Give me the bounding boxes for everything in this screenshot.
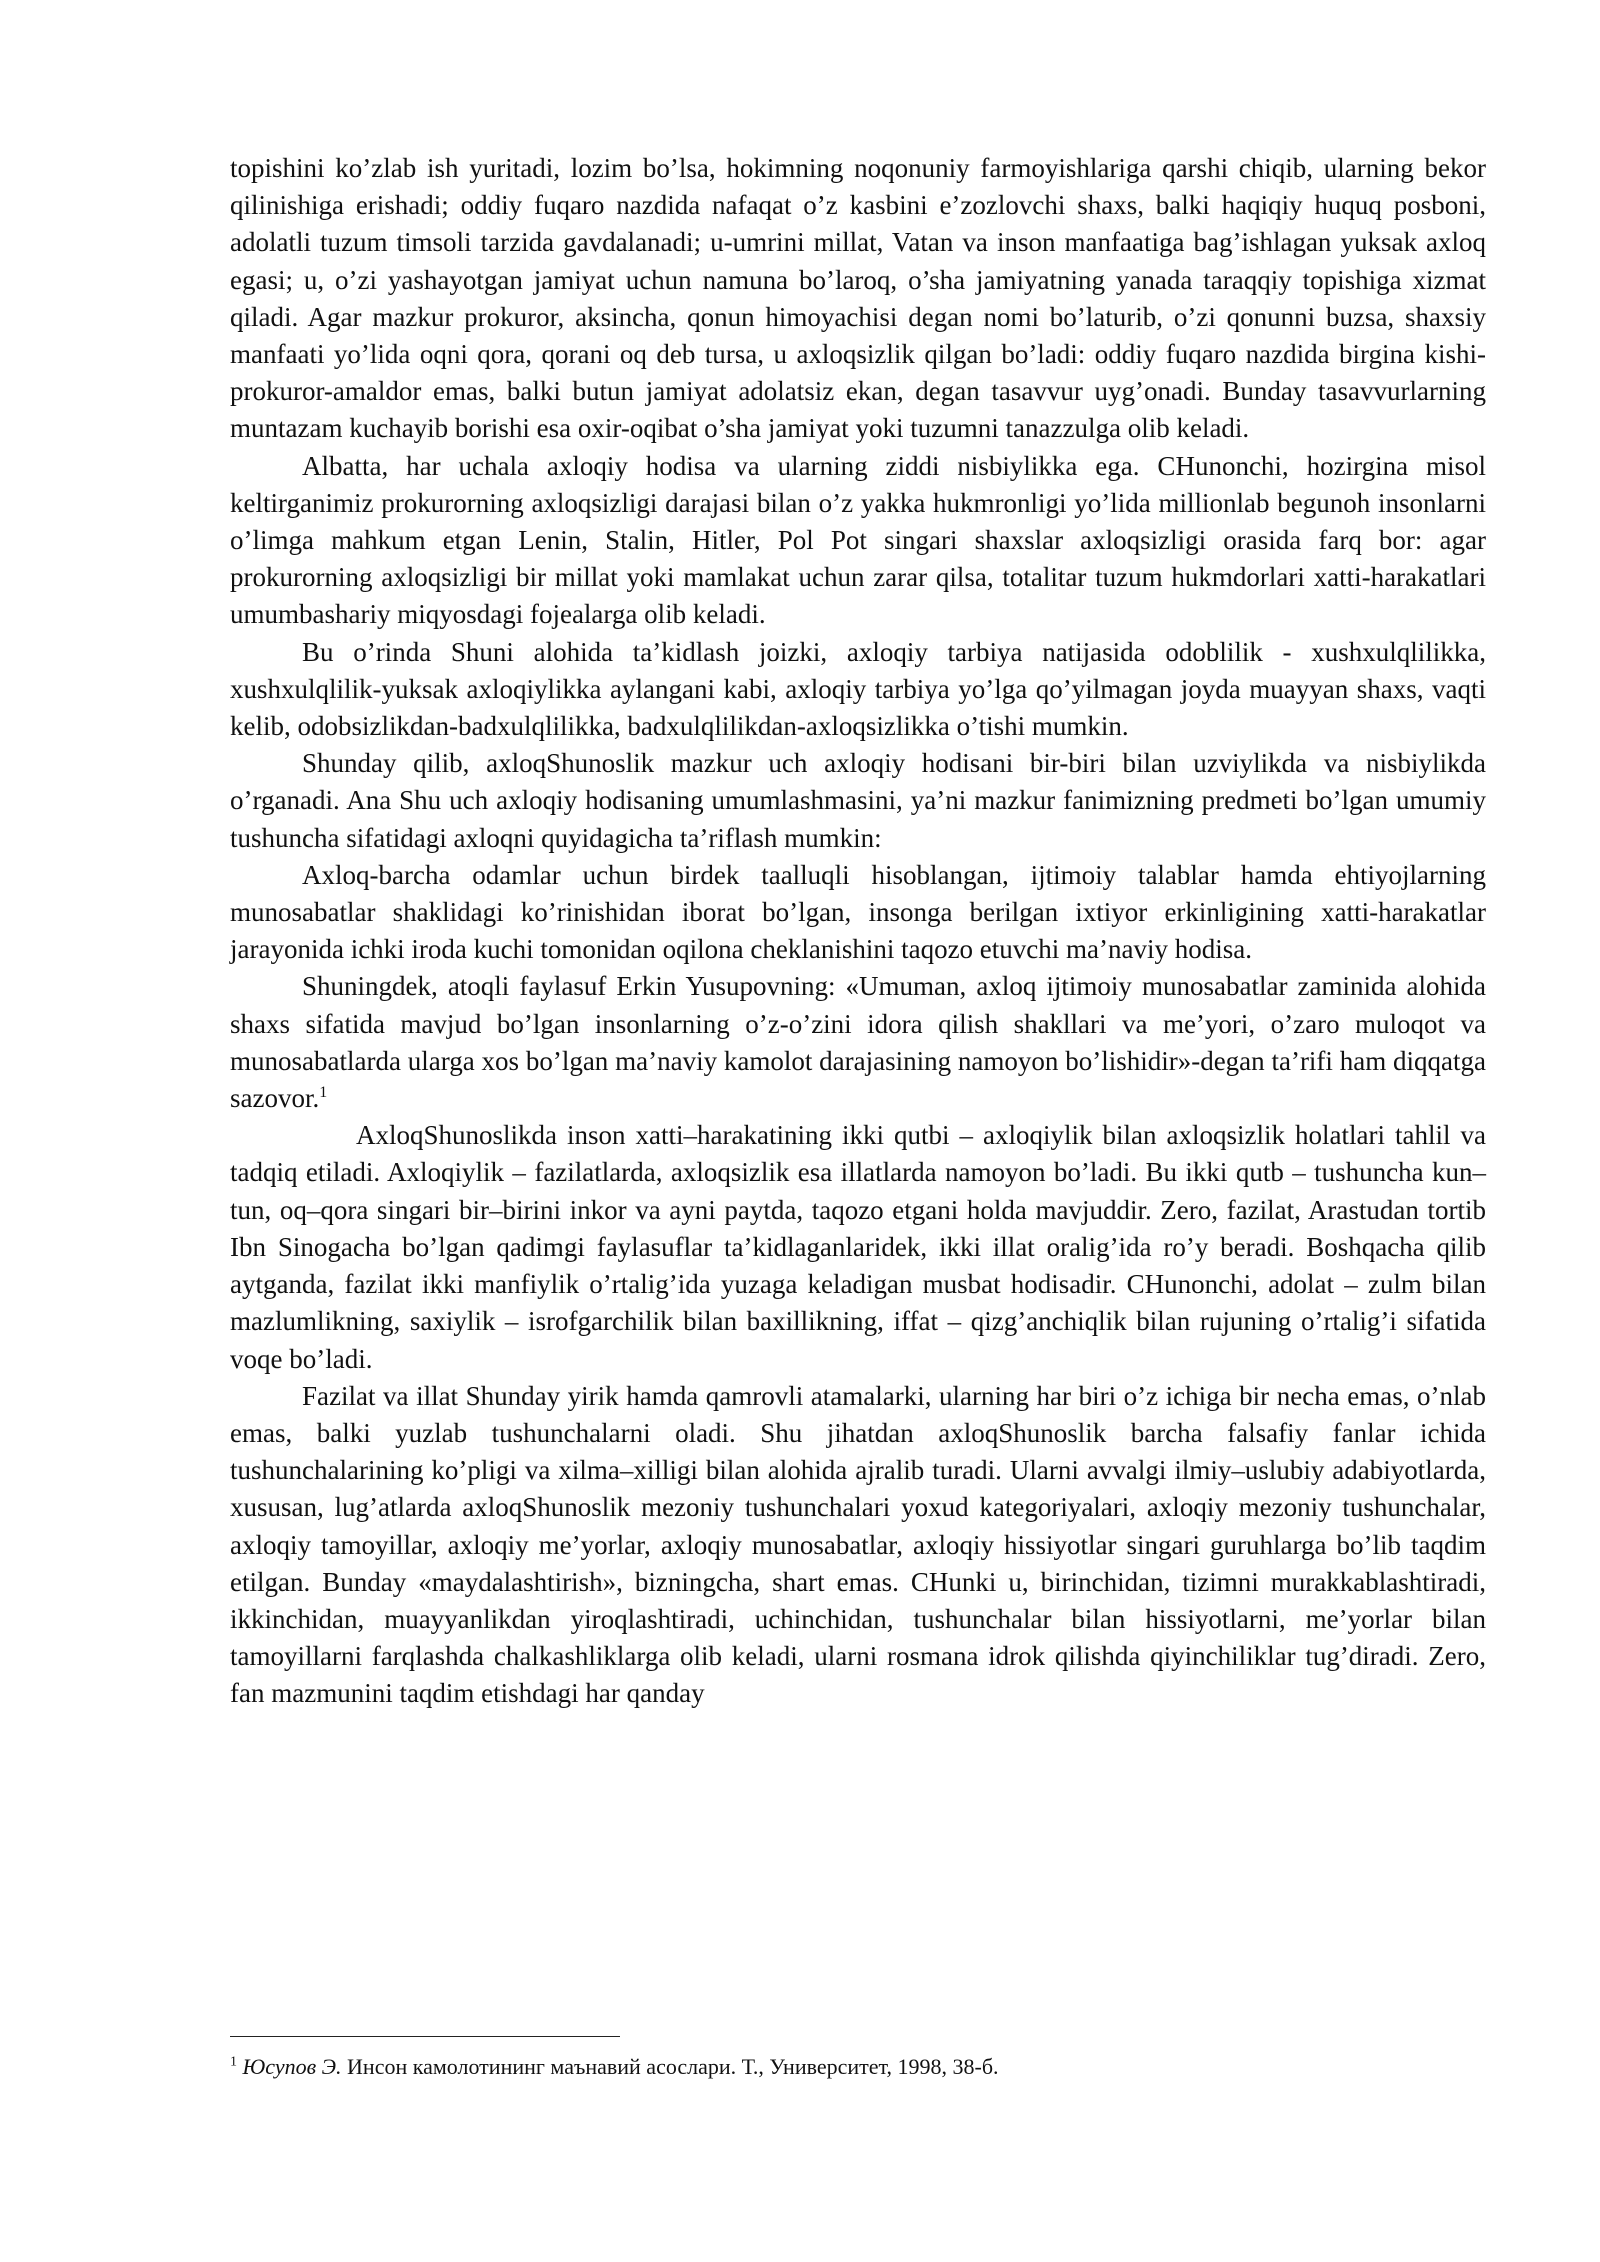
paragraph-4: Shunday qilib, axloqShunoslik mazkur uch axloqiy hodisani bir-biri bilan uzviylikda va nisbiylikda o’rganadi. Ana Shu uch axloqiy hodisaning umumlashmasini, ya’ni mazkur fanimizning predmeti bo’lgan umumiy tushuncha sifatidagi axloqni quyidagicha ta’riflash mumkin:	[230, 748, 1486, 853]
page-body	[230, 150, 1486, 1713]
footnote-text: Инсон камолотининг маънавий асослари. Т., Университет, 1998, 38-б.	[341, 2054, 999, 2079]
paragraph-3: Bu o’rinda Shuni alohida ta’kidlash joizki, axloqiy tarbiya natijasida odoblilik - xushxulqlilikka, xushxulqlilik-yuksak axloqiylikka aylangani kabi, axloqiy tarbiya yo’lga qo’yilmagan joyda muayyan shaxs, vaqti kelib, odobsizlikdan-badxulqlilikka, badxulqlilikdan-axloqsizlikka o’tishi mumkin.	[230, 636, 1486, 742]
paragraph-6-text: Shuningdek, atoqli faylasuf Erkin Yusupovning: «Umuman, axloq ijtimoiy munosabatlar zaminida alohida shaxs sifatida mavjud bo’lgan insonlarning o’z-o’zini idora qilish shakllari va me’yori, o’zaro muloqot va munosabatlarda ularga xos bo’lgan ma’naviy kamolot darajasining namoyon bo’lishidir»-degan ta’rifi ham diqqatga sazovor.	[230, 971, 1486, 1114]
paragraph-6	[230, 968, 1486, 1117]
paragraph-1: topishini ko’zlab ish yuritadi, lozim bo’lsa, hokimning noqonuniy farmoyishlariga qarshi chiqib, ularning bekor qilinishiga erishadi; oddiy fuqaro nazdida nafaqat o’z kasbini e’zozlovchi shaxs, balki haqiqiy huquq posboni, adolatli tuzum timsoli tarzida gavdalanadi; u-umrini millat, Vatan va inson manfaatiga bag’ishlagan yuksak axloq egasi; u, o’zi yashayotgan jamiyat uchun namuna bo’laroq, o’sha jamiyatning yanada taraqqiy topishiga xizmat qiladi. Agar mazkur prokuror, aksincha, qonun himoyachisi degan nomi bo’laturib, o’zi qonunni buzsa, shaxsiy manfaati yo’lida oqni qora, qorani oq deb tursa, u axloqsizlik qilgan bo’ladi: oddiy fuqaro nazdida birgina kishi-prokuror-amaldor emas, balki butun jamiyat adolatsiz ekan, degan tasavvur uyg’onadi. Bunday tasavvurlarning muntazam kuchayib borishi esa oxir-oqibat o’sha jamiyat yoki tuzumni tanazzulga olib keladi.	[230, 153, 1486, 444]
footnote-separator	[230, 2036, 620, 2037]
paragraph-2: Albatta, har uchala axloqiy hodisa va ularning ziddi nisbiylikka ega. CHunonchi, hozirgina misol keltirganimiz prokurorning axloqsizligi darajasi bilan o’z yakka hukmronligi yo’lida millionlab begunoh insonlarni o’limga mahkum etgan Lenin, Stalin, Hitler, Pol Pot singari shaxslar axloqsizligi orasida farq bor: agar prokurorning axloqsizligi bir millat yoki mamlakat uchun zarar qilsa, totalitar tuzum hukmdorlari xatti-harakatlari umumbashariy miqyosdagi fojealarga olib keladi.	[230, 450, 1486, 630]
footnote-reference[interactable]: 1	[319, 1084, 328, 1102]
paragraph-7: AxloqShunoslikda inson xatti–harakatining ikki qutbi – axloqiylik bilan axloqsizlik holatlari tahlil va tadqiq etiladi. Axloqiylik – fazilatlarda, axloqsizlik esa illatlarda namoyon bo’ladi. Bu ikki qutb – tushuncha kun–tun, oq–qora singari bir–birini inkor va ayni paytda, taqozo etgani holda mavjuddir. Zero, fazilat, Arastudan tortib Ibn Sinogacha bo’lgan qadimgi faylasuflar ta’kidlaganlaridek, ikki illat oralig’ida ro’y beradi. Boshqacha qilib aytganda, fazilat ikki manfiylik o’rtalig’ida yuzaga keladigan musbat hodisadir. CHunonchi, adolat – zulm bilan mazlumlikning, saxiylik – isrofgarchilik bilan baxillikning, iffat – qizg’anchiqlik bilan rujuning o’rtalig’i sifatida voqe bo’ladi.	[230, 1120, 1486, 1374]
footnote-number: 1	[230, 2054, 237, 2070]
footnote-author: Юсупов Э.	[242, 2054, 342, 2079]
paragraph-8: Fazilat va illat Shunday yirik hamda qamrovli atamalarki, ularning har biri o’z ichiga bir necha emas, o’nlab emas, balki yuzlab tushunchalarni oladi. Shu jihatdan axloqShunoslik barcha falsafiy fanlar ichida tushunchalarining ko’pligi va xilma–xilligi bilan alohida ajralib turadi. Ularni avvalgi ilmiy–uslubiy adabiyotlarda, xususan, lug’atlarda axloqShunoslik mezoniy tushunchalari yoxud kategoriyalari, axloqiy mezoniy tushunchalar, axloqiy tamoyillar, axloqiy me’yorlar, axloqiy munosabatlar, axloqiy hissiyotlar singari guruhlarga bo’lib taqdim etilgan. Bunday «maydalashtirish», bizningcha, shart emas. CHunki u, birinchidan, tizimni murakkablashtiradi, ikkinchidan, muayyanlikdan yiroqlashtiradi, uchinchidan, tushunchalar bilan hissiyotlarni, me’yorlar bilan tamoyillarni farqlashda chalkashliklarga olib keladi, ularni rosmana idrok qilishda qiyinchiliklar tug’diradi. Zero, fan mazmunini taqdim etishdagi har qanday	[230, 1380, 1486, 1709]
footnote	[230, 2052, 1486, 2082]
paragraph-5-definition: Axloq-barcha odamlar uchun birdek taalluqli hisoblangan, ijtimoiy talablar hamda ehtiyojlarning munosabatlar shaklidagi ko’rinishidan iborat bo’lgan, insonga berilgan ixtiyor erkinligining xatti-harakatlar jarayonida ichki iroda kuchi tomonidan oqilona cheklanishini taqozo etuvchi ma’naviy hodisa.	[230, 859, 1486, 965]
